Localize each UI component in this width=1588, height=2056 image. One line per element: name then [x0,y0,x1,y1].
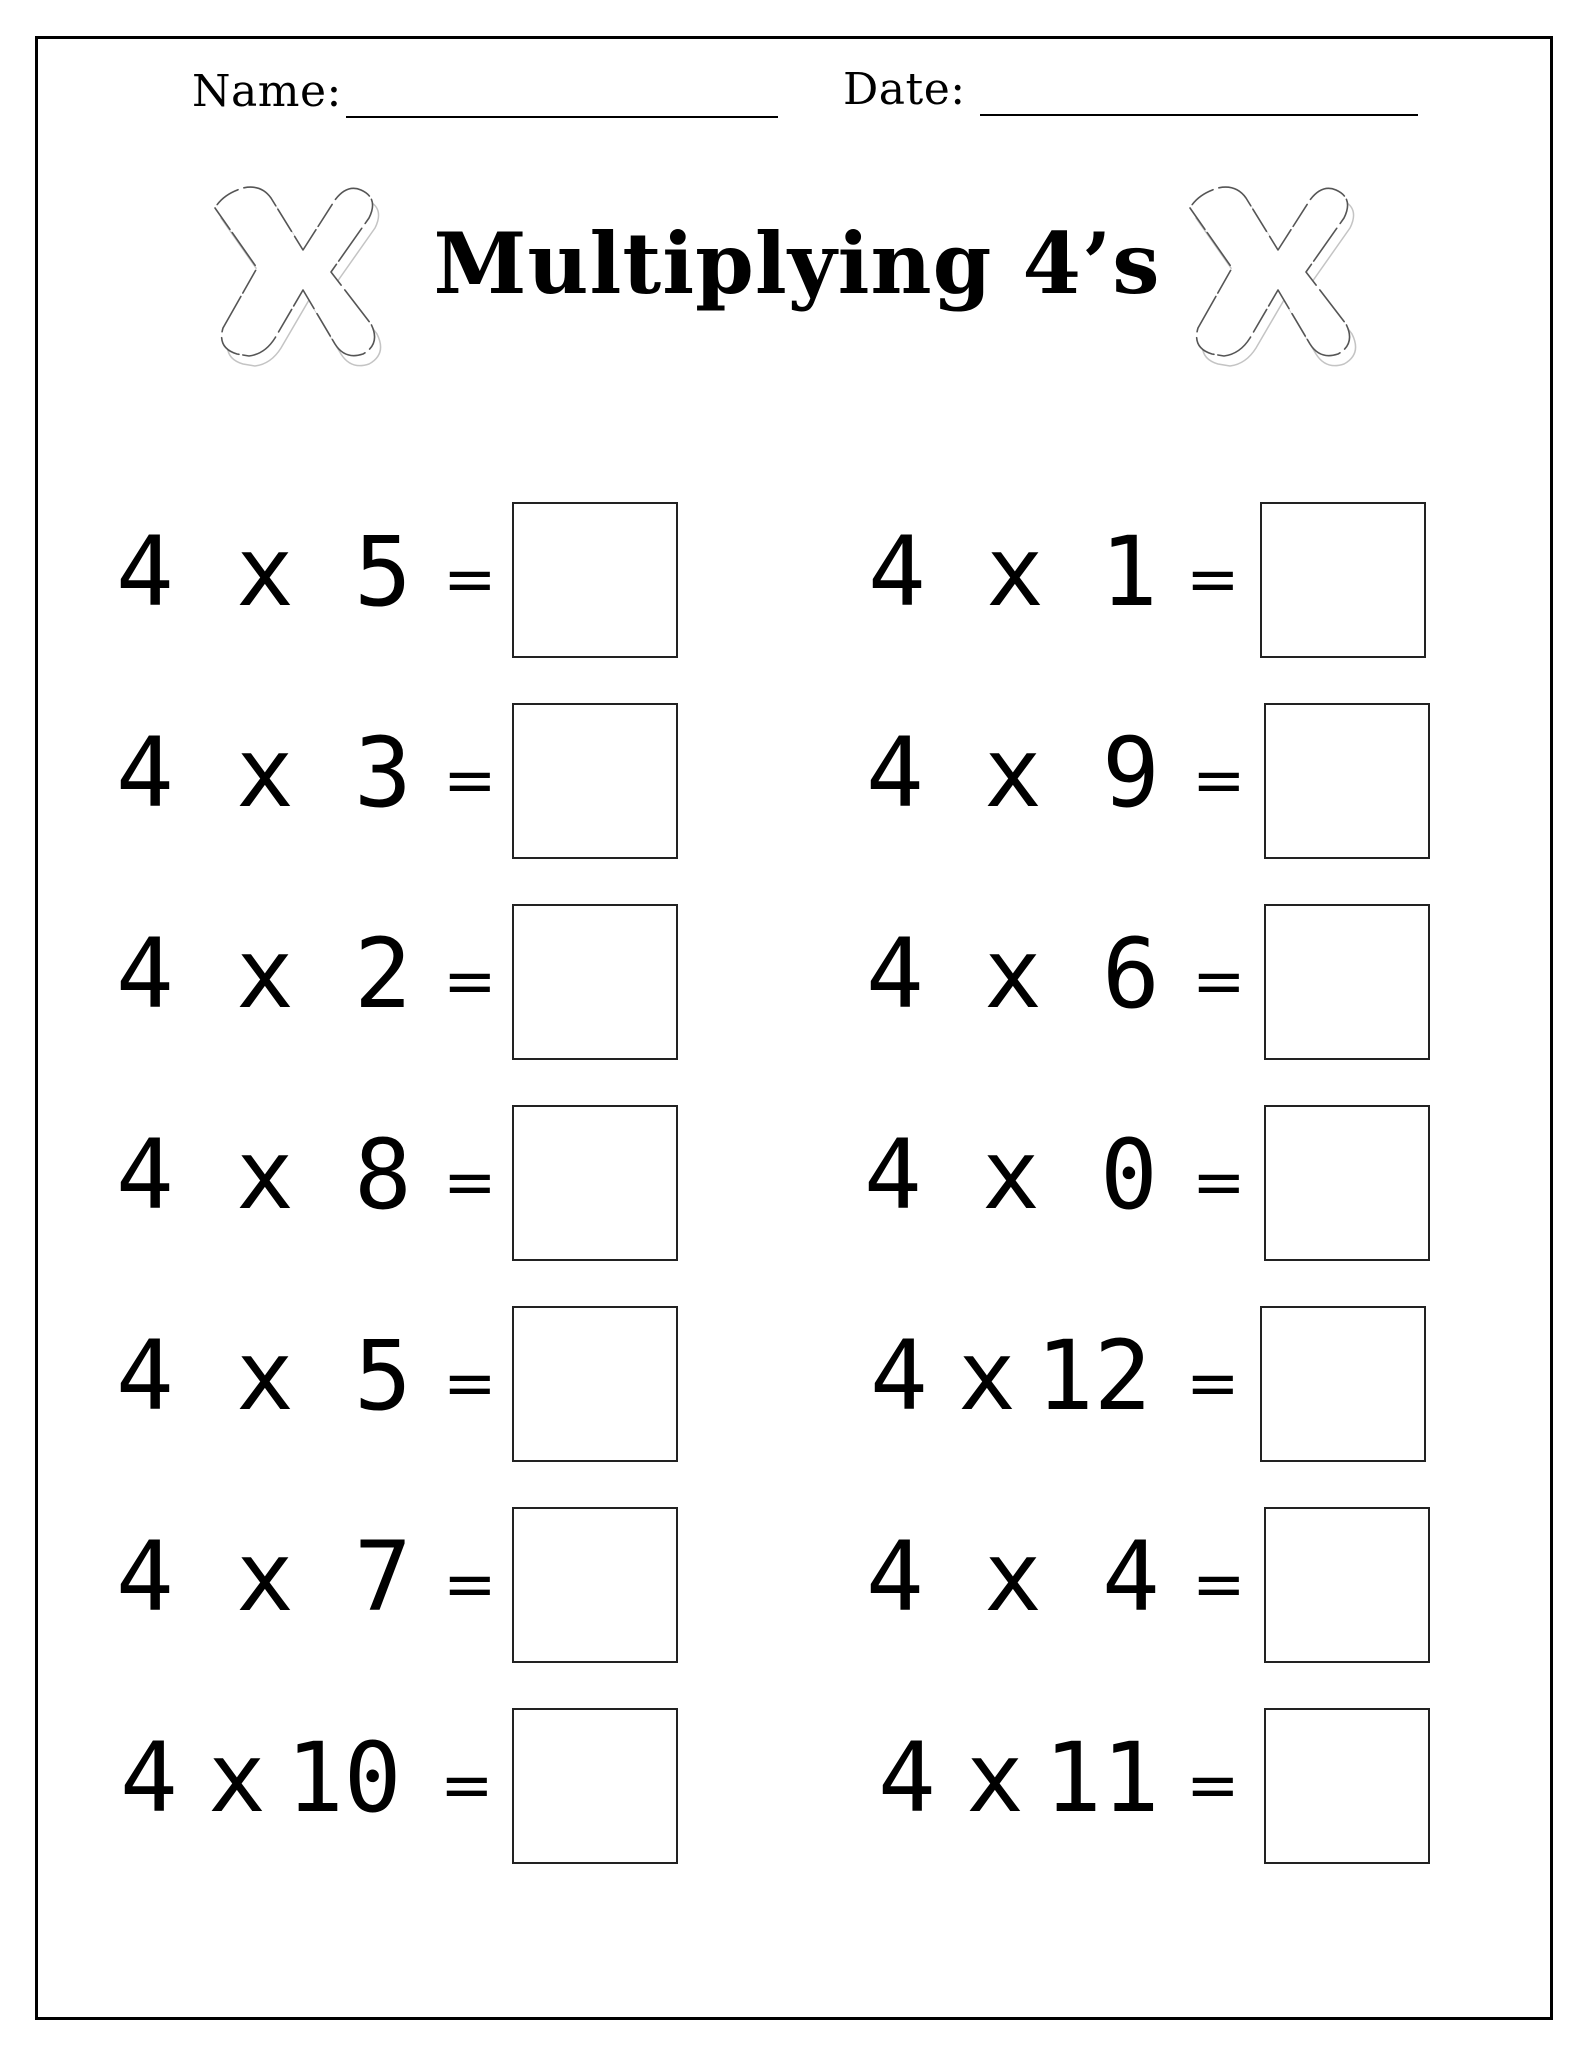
title-text: Multiplying 4’s [433,214,1161,313]
answer-box[interactable] [1260,1306,1426,1462]
factor-b: 3 [354,717,412,829]
name-input-line[interactable] [346,116,778,118]
answer-box[interactable] [512,1507,678,1663]
equals-sign: = [443,744,497,818]
times-sign: x [208,1722,266,1834]
factor-b: 1 [1100,516,1158,628]
times-sign: x [984,1521,1042,1633]
factor-b: 11 [1044,1722,1160,1834]
factor-b: 9 [1102,717,1160,829]
answer-box[interactable] [1264,1708,1430,1864]
factor-a: 4 [116,1521,174,1633]
times-sign: x [984,717,1042,829]
answer-box[interactable] [1264,703,1430,859]
answer-box[interactable] [512,1708,678,1864]
factor-a: 4 [866,918,924,1030]
equals-sign: = [1192,945,1246,1019]
problem-right-6 [862,1507,1482,1665]
factor-a: 4 [866,1521,924,1633]
factor-b: 6 [1102,918,1160,1030]
times-sign: x [966,1722,1024,1834]
problem-left-2 [110,703,730,861]
problem-left-3 [110,904,730,1062]
times-sign: x [984,918,1042,1030]
problem-left-6 [110,1507,730,1665]
factor-a: 4 [116,1119,174,1231]
problem-right-1 [862,502,1482,660]
problem-right-4 [862,1105,1482,1263]
factor-a: 4 [116,918,174,1030]
problem-right-2 [862,703,1482,861]
name-label: Name: [192,66,342,117]
answer-box[interactable] [512,703,678,859]
equals-sign: = [443,1146,497,1220]
problem-left-7 [110,1708,730,1866]
factor-a: 4 [120,1722,178,1834]
equals-sign: = [1186,1347,1240,1421]
worksheet-title [0,214,1588,313]
equals-sign: = [443,1548,497,1622]
times-sign: x [236,717,294,829]
factor-a: 4 [116,516,174,628]
answer-box[interactable] [1260,502,1426,658]
answer-box[interactable] [1264,904,1430,1060]
factor-a: 4 [864,1119,922,1231]
answer-box[interactable] [512,1105,678,1261]
answer-box[interactable] [512,1306,678,1462]
factor-a: 4 [116,717,174,829]
factor-b: 4 [1102,1521,1160,1633]
problem-left-5 [110,1306,730,1464]
equals-sign: = [443,1347,497,1421]
times-sign: x [982,1119,1040,1231]
factor-b: 10 [286,1722,402,1834]
factor-b: 5 [354,1320,412,1432]
factor-b: 8 [354,1119,412,1231]
factor-b: 2 [354,918,412,1030]
problem-right-5 [862,1306,1482,1464]
equals-sign: = [1192,1548,1246,1622]
equals-sign: = [1192,1146,1246,1220]
times-sign: x [236,1320,294,1432]
problem-left-1 [110,502,730,660]
factor-a: 4 [866,717,924,829]
factor-a: 4 [116,1320,174,1432]
date-field [843,64,1418,115]
answer-box[interactable] [1264,1507,1430,1663]
factor-b: 12 [1036,1320,1152,1432]
times-sign: x [236,918,294,1030]
problem-right-3 [862,904,1482,1062]
answer-box[interactable] [1264,1105,1430,1261]
problem-left-4 [110,1105,730,1263]
times-sign: x [986,516,1044,628]
date-label: Date: [843,64,966,115]
factor-b: 5 [354,516,412,628]
times-sign: x [958,1320,1016,1432]
factor-a: 4 [870,1320,928,1432]
equals-sign: = [1192,744,1246,818]
factor-b: 7 [354,1521,412,1633]
equals-sign: = [1186,543,1240,617]
factor-a: 4 [878,1722,936,1834]
date-input-line[interactable] [980,114,1418,116]
problem-right-7 [862,1708,1482,1866]
factor-a: 4 [868,516,926,628]
equals-sign: = [440,1749,494,1823]
times-sign: x [236,1119,294,1231]
answer-box[interactable] [512,502,678,658]
factor-b: 0 [1100,1119,1158,1231]
answer-box[interactable] [512,904,678,1060]
equals-sign: = [443,543,497,617]
times-sign: x [236,1521,294,1633]
times-sign: x [236,516,294,628]
equals-sign: = [443,945,497,1019]
equals-sign: = [1186,1749,1240,1823]
name-field [192,66,778,117]
